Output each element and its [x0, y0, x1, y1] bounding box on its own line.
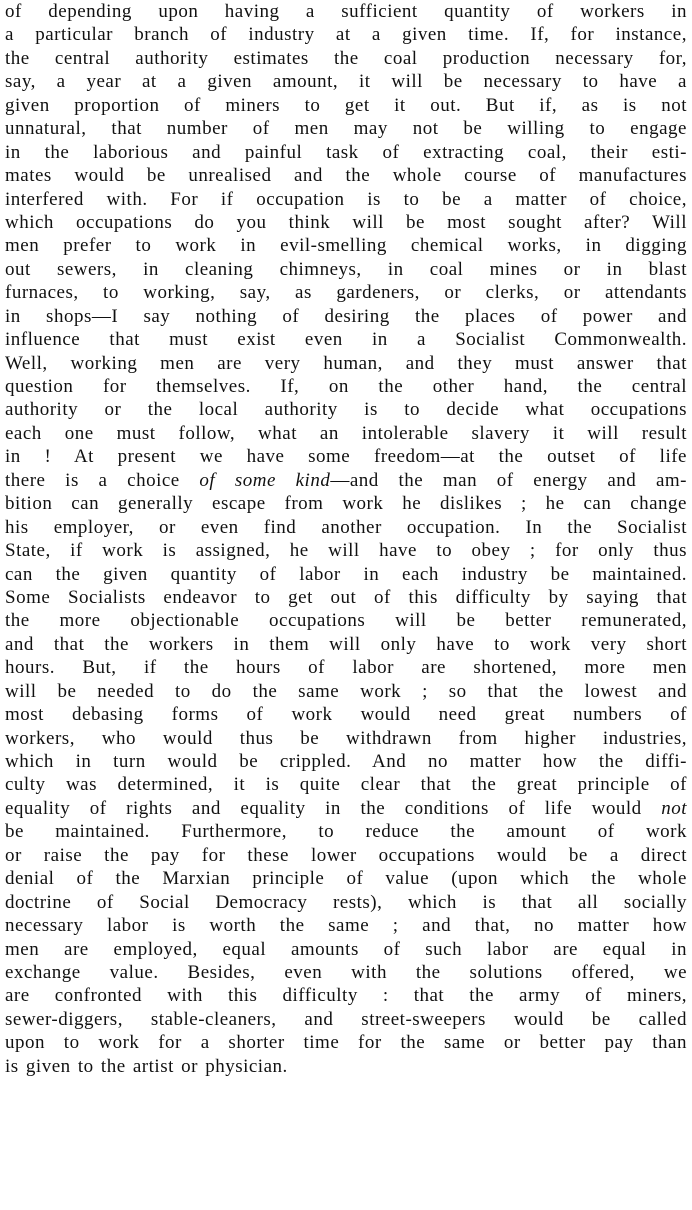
text-line: men prefer to work in evil-smelling chemical works, in digging [5, 235, 687, 257]
text-line: which occupations do you think will be most sought after? Will [5, 211, 687, 233]
text-line: sewer-diggers, stable-cleaners, and street-sweepers would be called [5, 1008, 687, 1030]
text-line: influence that must exist even in a Socialist Commonwealth. [5, 329, 687, 351]
text-line: or raise the pay for these lower occupations would be a direct [5, 844, 687, 866]
text-line: out sewers, in cleaning chimneys, in coal mines or in blast [5, 258, 687, 280]
text-line: each one must follow, what an intolerable slavery it will result [5, 422, 687, 444]
text-line: the more objectionable occupations will be better remunerated, [5, 610, 687, 632]
text-line [5, 797, 687, 820]
text-line: mates would be unrealised and the whole course of manufactures [5, 165, 687, 187]
body-text [5, 0, 687, 1078]
italic-word: not [661, 797, 687, 819]
text-line: Some Socialists endeavor to get out of this difficulty by saying that [5, 586, 687, 608]
text-line: interfered with. For if occupation is to be a matter of choice, [5, 188, 687, 210]
text-run: equality of rights and equality in the conditions of life would [5, 797, 662, 819]
text-line: men are employed, equal amounts of such labor are equal in [5, 938, 687, 960]
text-line: question for themselves. If, on the other hand, the central [5, 376, 687, 397]
text-line: will be needed to do the same work ; so that the lowest and [5, 680, 687, 702]
text-line: Well, working men are very human, and they must answer that [5, 352, 687, 374]
italic-phrase: of some kind [199, 469, 331, 491]
text-line: are confronted with this difficulty : that the army of miners, [5, 985, 687, 1007]
text-line: a particular branch of industry at a given time. If, for instance, [5, 24, 687, 46]
text-line: workers, who would thus be withdrawn from higher industries, [5, 727, 687, 749]
text-line: is given to the artist or physician. [5, 1055, 288, 1077]
text-line: upon to work for a shorter time for the same or better pay than [5, 1032, 687, 1054]
text-line: his employer, or even find another occupation. In the Socialist [5, 516, 687, 538]
text-line: in the laborious and painful task of extracting coal, their esti- [5, 141, 687, 163]
text-line: culty was determined, it is quite clear that the great principle of [5, 774, 687, 796]
text-line: denial of the Marxian principle of value (upon which the whole [5, 868, 687, 890]
text-line: in ! At present we have some freedom—at the outset of life [5, 446, 687, 468]
text-line: exchange value. Besides, even with the solutions offered, we [5, 961, 687, 983]
text-line: bition can generally escape from work he dislikes ; he can change [5, 493, 687, 515]
text-line: say, a year at a given amount, it will be necessary to have a [5, 71, 687, 93]
text-line: the central authority estimates the coal production necessary for, [5, 47, 687, 69]
text-line: necessary labor is worth the same ; and that, no matter how [5, 915, 687, 937]
text-line: in shops—I say nothing of desiring the places of power and [5, 305, 687, 327]
text-line: and that the workers in them will only have to work very short [5, 633, 687, 655]
text-line: given proportion of miners to get it out. But if, as is not [5, 94, 687, 116]
text-line [5, 469, 687, 492]
text-line: hours. But, if the hours of labor are shortened, more men [5, 657, 687, 679]
text-line: doctrine of Social Democracy rests), which is that all socially [5, 891, 687, 913]
text-line: can the given quantity of labor in each industry be maintained. [5, 563, 687, 585]
text-line: of depending upon having a sufficient quantity of workers in [5, 1, 687, 22]
text-line: be maintained. Furthermore, to reduce the amount of work [5, 821, 687, 843]
text-run: —and the man of energy and am- [330, 469, 687, 491]
text-line: furnaces, to working, say, as gardeners, or clerks, or attendants [5, 282, 687, 304]
text-line: which in turn would be crippled. And no matter how the diffi- [5, 751, 687, 772]
text-line: most debasing forms of work would need great numbers of [5, 704, 687, 726]
text-line: State, if work is assigned, he will have to obey ; for only thus [5, 540, 687, 562]
text-line: unnatural, that number of men may not be willing to engage [5, 118, 687, 140]
text-run: there is a choice [5, 469, 200, 491]
text-line: authority or the local authority is to decide what occupations [5, 399, 687, 421]
